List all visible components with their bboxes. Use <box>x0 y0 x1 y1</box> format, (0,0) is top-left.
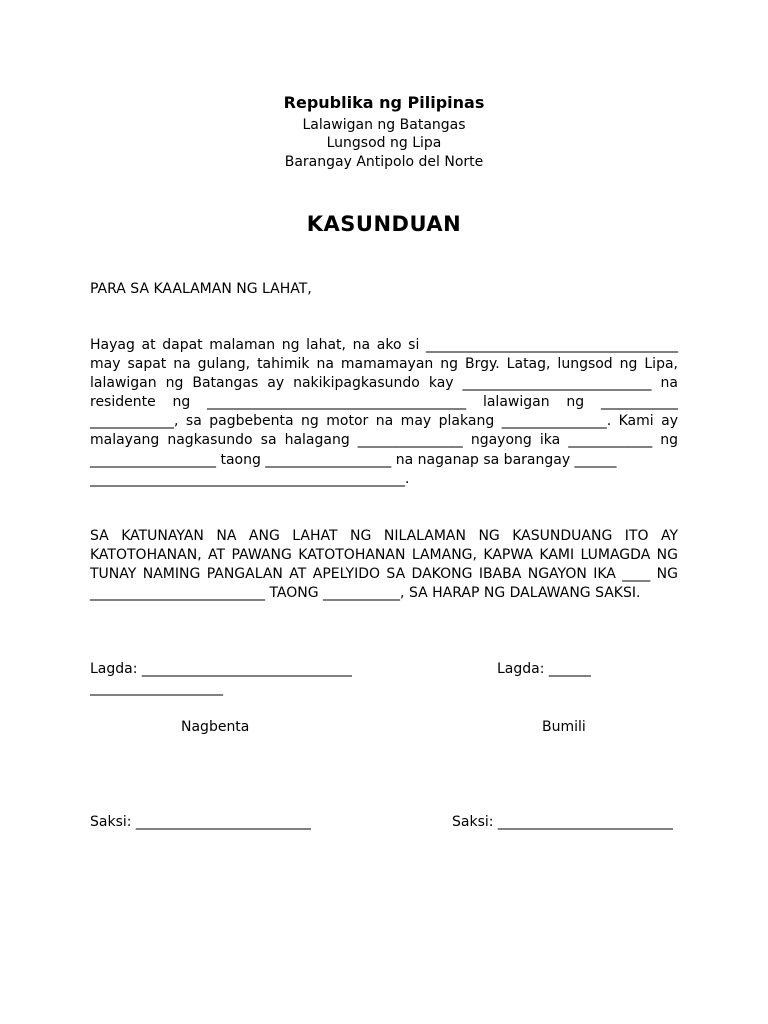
province-line: Lalawigan ng Batangas <box>302 117 466 133</box>
document-title: KASUNDUAN <box>306 212 462 236</box>
seller-role-label: Nagbenta <box>181 719 250 735</box>
buyer-role-label: Bumili <box>542 719 586 735</box>
seller-signature-line: Lagda: ______________________________ <box>90 661 352 677</box>
paragraph1-line: residente ng _____________________________________ lalawigan ng ___________ <box>90 394 678 410</box>
city-line: Lungsod ng Lipa <box>326 135 442 151</box>
republic-heading: Republika ng Pilipinas <box>283 93 485 112</box>
paragraph1-line: __________________ taong __________________ na naganap sa barangay ______ <box>90 452 617 468</box>
witness-right-line: Saksi: _________________________ <box>452 814 673 830</box>
paragraph2-line: KATOTOHANAN, AT PAWANG KATOTOHANAN LAMANG, KAPWA KAMI LUMAGDA NG <box>90 547 678 563</box>
paragraph2-line: SA KATUNAYAN NA ANG LAHAT NG NILALAMAN NG KASUNDUANG ITO AY <box>90 528 678 544</box>
paragraph2-line: TUNAY NAMING PANGALAN AT APELYIDO SA DAKONG IBABA NGAYON IKA ____ NG <box>90 566 678 582</box>
paragraph1-line: may sapat na gulang, tahimik na mamamayan ng Brgy. Latag, lungsod ng Lipa, <box>90 356 678 372</box>
paragraph2-line: _________________________ TAONG ___________, SA HARAP NG DALAWANG SAKSI. <box>90 585 641 601</box>
paragraph1-line: lalawigan ng Batangas ay nakikipagkasundo kay ___________________________ na <box>90 375 678 391</box>
paragraph1-line: _____________________________________________. <box>90 471 410 487</box>
greeting: PARA SA KAALAMAN NG LAHAT, <box>90 281 312 297</box>
paragraph1-line: ____________, sa pagbebenta ng motor na may plakang _______________. Kami ay <box>90 413 678 429</box>
paragraph1-line: malayang nagkasundo sa halagang _______________ ngayong ika ____________ ng <box>90 432 678 448</box>
barangay-line: Barangay Antipolo del Norte <box>284 154 484 170</box>
seller-signature-line-cont: ___________________ <box>90 680 223 696</box>
witness-left-line: Saksi: _________________________ <box>90 814 311 830</box>
paragraph1-line: Hayag at dapat malaman ng lahat, na ako si ____________________________________ <box>90 337 678 353</box>
buyer-signature-line: Lagda: ______ <box>497 661 591 677</box>
